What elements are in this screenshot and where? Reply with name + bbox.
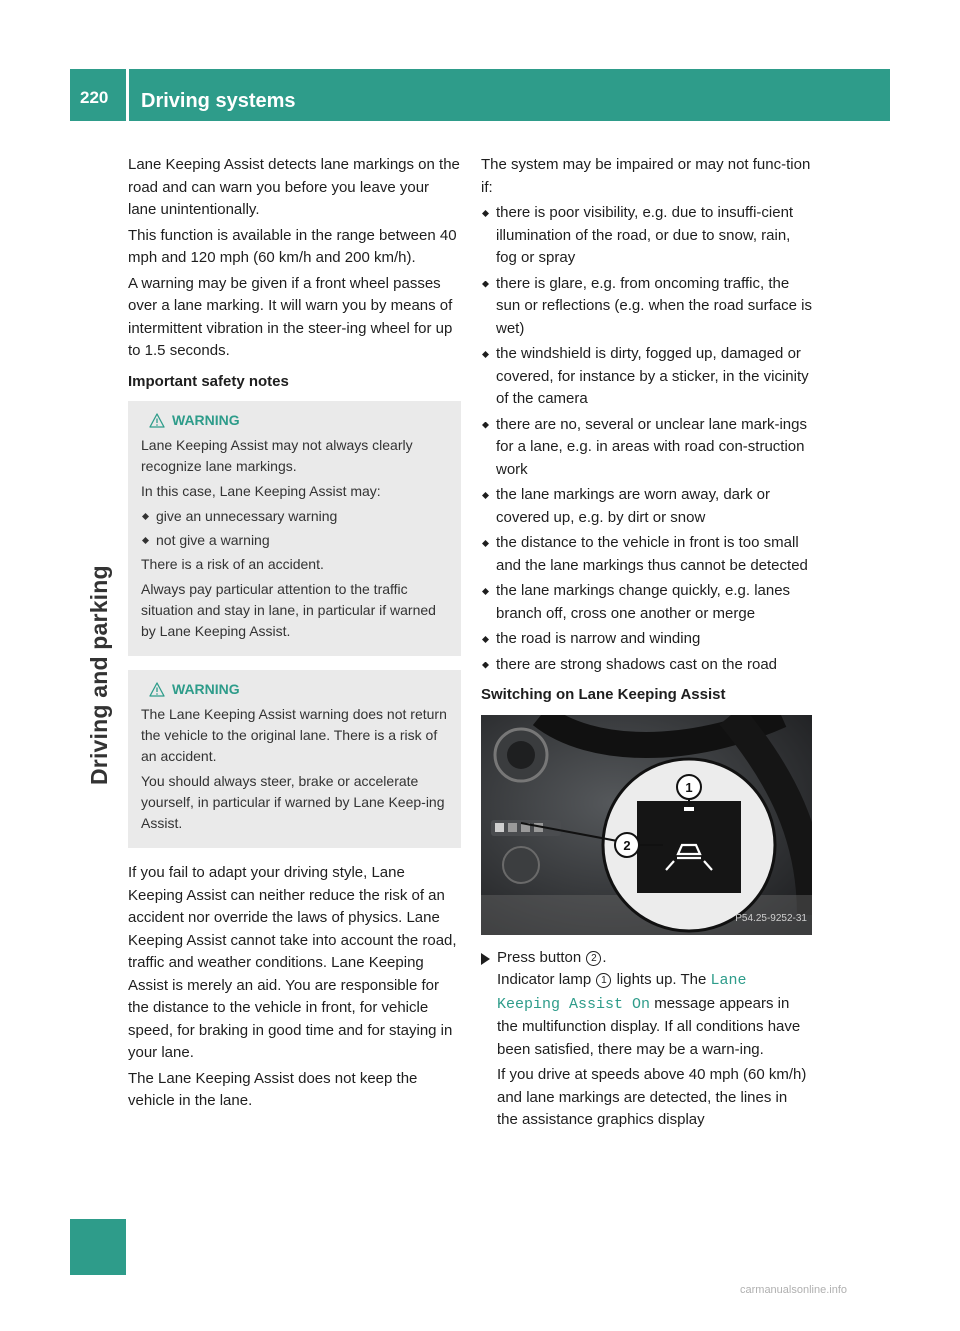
display-message: Lane Keeping Assist On xyxy=(497,972,747,1013)
warning-triangle-icon xyxy=(149,682,165,697)
list-item: there are strong shadows cast on the road xyxy=(481,654,812,677)
warning-text: You should always steer, brake or accelerate yourself, in particular if warned by Lane Keep-ing Assist. xyxy=(141,773,445,831)
step-arrow-icon xyxy=(481,953,490,965)
left-column xyxy=(128,154,461,1116)
list-item: there are no, several or unclear lane mark-ings for a lane, e.g. in areas with road con-struction work xyxy=(481,414,812,482)
indicator-text: Indicator lamp xyxy=(497,971,592,988)
list-item: there is glare, e.g. from oncoming traffic, the sun or reflections (e.g. when the road surface is wet) xyxy=(481,273,812,341)
step-press-end: . xyxy=(602,948,607,966)
page-number: 220 xyxy=(80,88,109,107)
warning-header xyxy=(141,679,451,700)
step-press-text: Press button xyxy=(497,948,582,966)
list-item: the lane markings are worn away, dark or covered up, e.g. by dirt or snow xyxy=(481,484,812,529)
button-number-2: 2 xyxy=(586,951,601,966)
figure-id: P54.25-9252-31 xyxy=(735,913,807,924)
switching-heading: Switching on Lane Keeping Assist xyxy=(481,686,726,703)
step-text xyxy=(497,947,812,1062)
callout-2: 2 xyxy=(623,837,631,853)
warning-title: WARNING xyxy=(172,681,240,697)
warning-text: The Lane Keeping Assist warning does not return the vehicle to the original lane. There is a risk of an accident. xyxy=(141,706,447,764)
callout-1: 1 xyxy=(685,779,693,795)
warning-text: Lane Keeping Assist may not always clearly recognize lane markings. xyxy=(141,437,413,474)
right-column xyxy=(481,154,812,1135)
body-paragraph: The Lane Keeping Assist does not keep the vehicle in the lane. xyxy=(128,1069,418,1109)
section-title: Driving systems xyxy=(141,90,296,112)
intro-paragraph-3: A warning may be given if a front wheel passes over a lane marking. It will warn you by means of intermittent vibration in the steer-ing wheel for up to 1.5 seconds. xyxy=(128,274,453,359)
list-item: the road is narrow and winding xyxy=(481,628,812,651)
warning-text: In this case, Lane Keeping Assist may: xyxy=(141,483,381,499)
warning-triangle-icon xyxy=(149,413,165,428)
warning-text: Always pay particular attention to the traffic situation and stay in lane, in particular if warned by Lane Keeping Assist. xyxy=(141,581,436,639)
list-item: the distance to the vehicle in front is too small and the lane markings thus cannot be detected xyxy=(481,532,812,577)
list-item: give an unnecessary warning xyxy=(141,506,451,527)
impaired-bullet-list xyxy=(481,202,812,676)
intro-paragraph-2: This function is available in the range between 40 mph and 120 mph (60 km/h and 200 km/h). xyxy=(128,226,457,266)
list-item: the windshield is dirty, fogged up, damaged or covered, for instance by a sticker, in the vicinity of the camera xyxy=(481,343,812,411)
instruction-step xyxy=(481,947,812,1132)
header-divider xyxy=(126,69,129,121)
side-tab-marker xyxy=(70,1219,126,1275)
steering-wheel-figure xyxy=(481,715,812,935)
indicator-text: message appears in the multifunction display. If all conditions have been satisfied, there may be a warn-ing. xyxy=(497,994,801,1058)
warning-title: WARNING xyxy=(172,412,240,428)
warning-box-2 xyxy=(128,670,461,848)
speed-text: If you drive at speeds above 40 mph (60 km/h) and lane markings are detected, the lines in the assistance graphics display xyxy=(497,1066,807,1128)
warning-box-1 xyxy=(128,401,461,656)
intro-paragraph-1: Lane Keeping Assist detects lane markings on the road and can warn you before you leave your lane unintentionally. xyxy=(128,156,460,218)
list-item: not give a warning xyxy=(141,530,451,551)
warning-text: There is a risk of an accident. xyxy=(141,556,324,572)
list-item: there is poor visibility, e.g. due to insuffi-cient illumination of the road, or due to snow, rain, fog or spray xyxy=(481,202,812,270)
impaired-intro: The system may be impaired or may not func-tion if: xyxy=(481,156,811,196)
side-tab-label: Driving and parking xyxy=(86,565,112,785)
indicator-text: lights up. The xyxy=(616,971,707,988)
warning-bullet-list xyxy=(141,506,451,551)
steering-wheel-illustration xyxy=(481,715,812,935)
footer-watermark: carmanualsonline.info xyxy=(740,1284,848,1296)
safety-heading: Important safety notes xyxy=(128,372,289,390)
lamp-number-1: 1 xyxy=(596,973,611,988)
list-item: the lane markings change quickly, e.g. lanes branch off, cross one another or merge xyxy=(481,580,812,625)
warning-header xyxy=(141,410,451,431)
body-paragraph: If you fail to adapt your driving style, Lane Keeping Assist can neither reduce the risk of an accident nor override the laws of physics. Lane Keeping Assist cannot take into account the road, traffic and weather conditions. Lane Keeping Assist is merely an aid. You are responsible for the distance to the vehicle in front, for vehicle speed, for braking in good time and for staying in your lane. xyxy=(128,864,457,1061)
